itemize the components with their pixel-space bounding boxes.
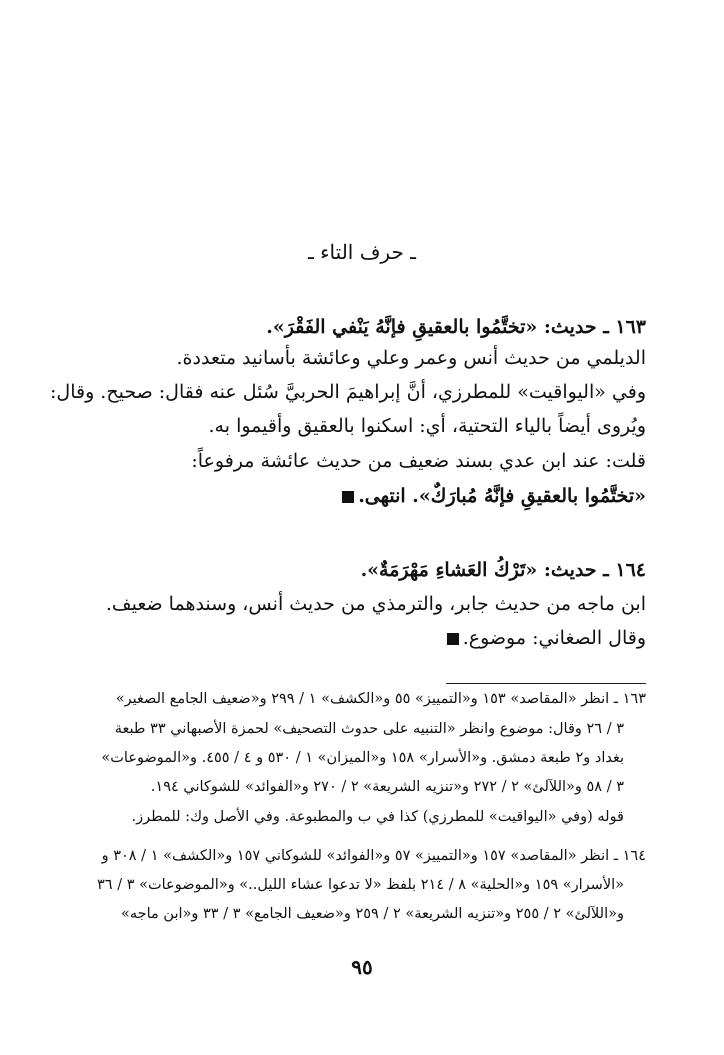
section-heading: ـ حرف التاء ـ [307, 240, 417, 264]
end-square-icon [342, 491, 354, 503]
hadith-164-closing-text: وقال الصغاني: موضوع. [462, 627, 646, 649]
page-number: ٩٥ [351, 955, 373, 979]
footnote-164-line-1: ١٦٤ ـ انظر «المقاصد» ١٥٧ و«التمييز» ٥٧ و«الفوائد» للشوكاني ١٥٧ و«الكشف» ١ / ٣٠٨ و [101, 848, 646, 864]
end-square-icon [447, 633, 459, 645]
footnote-163-line-3: بغداد و٢ طبعة دمشق. و«الأسرار» ١٥٨ و«الميزان» ١ / ٥٣٠ و ٤ / ٤٥٥. و«الموضوعات» [101, 750, 624, 766]
hadith-163-line-2: وفي «اليواقيت» للمطرزي، أنَّ إبراهيمَ الحربيَّ سُئل عنه فقال: صحيح. وقال: [50, 381, 646, 403]
hadith-163-line-1: الديلمي من حديث أنس وعمر وعلي وعائشة بأسانيد متعددة. [176, 347, 646, 369]
hadith-163-line-3: ويُروى أيضاً بالياء التحتية، أي: اسكنوا بالعقيق وأقيموا به. [208, 415, 646, 437]
hadith-164-line-1: ابن ماجه من حديث جابر، والترمذي من حديث أنس، وسندهما ضعيف. [105, 593, 646, 615]
footnote-163-line-2: ٣ / ٢٦ وقال: موضوع وانظر «التنبيه على حدوث التصحيف» لحمزة الأصبهاني ٣٣ طبعة [114, 721, 624, 737]
footnote-163-line-4: ٣ / ٥٨ و«اللآلئ» ٢ / ٢٧٢ و«تنزيه الشريعة» ٢ / ٢٧٠ و«الفوائد» للشوكاني ١٩٤. [150, 779, 624, 795]
footnote-163-line-5: قوله (وفي «اليواقيت» للمطرزي) كذا في ب والمطبوعة. وفي الأصل وك: للمطرز. [131, 809, 624, 825]
footnote-163-line-1: ١٦٣ ـ انظر «المقاصد» ١٥٣ و«التمييز» ٥٥ و«الكشف» ١ / ٢٩٩ و«ضعيف الجامع الصغير» [115, 691, 646, 707]
hadith-163-closing-text: «تختَّمُوا بالعقيقِ فإنَّهُ مُبارَكٌ». انتهى. [358, 485, 646, 507]
hadith-163-line-5 [66, 481, 646, 511]
footnote-164-line-2: «الأسرار» ١٥٩ و«الحلية» ٨ / ٢١٤ بلفظ «لا تدعوا عشاء الليل..» و«الموضوعات» ٣ / ٣٦ [97, 877, 624, 893]
hadith-163-title: ١٦٣ ـ حديث: «تختَّمُوا بالعقيقِ فإنَّهُ يَنْفي الفَقْرَ». [266, 316, 646, 338]
hadith-164-title: ١٦٤ ـ حديث: «تَرْكُ العَشاءِ مَهْرَمَةٌ». [360, 559, 646, 581]
footnote-divider [446, 683, 646, 684]
footnote-164-line-3: و«اللآلئ» ٢ / ٢٥٥ و«تنزيه الشريعة» ٢ / ٢٥٩ و«ضعيف الجامع» ٣ / ٣٣ و«ابن ماجه» [121, 906, 624, 922]
hadith-163-line-4: قلت: عند ابن عدي بسند ضعيف من حديث عائشة مرفوعاً: [191, 450, 646, 472]
hadith-164-line-2 [66, 623, 646, 653]
